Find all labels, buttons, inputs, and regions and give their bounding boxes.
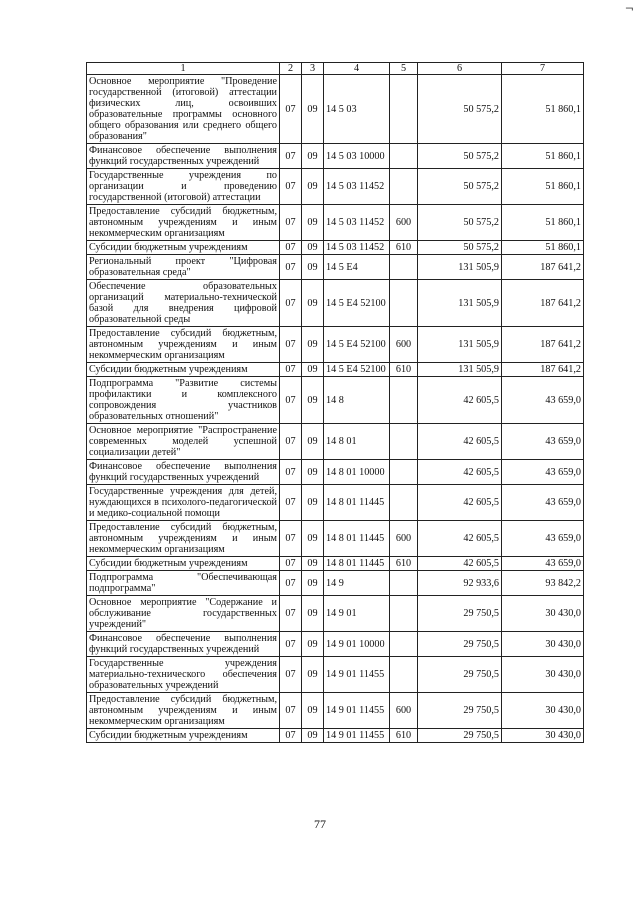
item-name: Подпрограмма "Развитие системы профилактики и комплексного сопровождения участников образовательных отношений" [87,377,280,424]
table-row [87,424,584,460]
table-body [87,75,584,743]
header-cell: 7 [502,63,584,75]
target-article-code: 14 5 E4 52100 [324,327,390,363]
item-name: Субсидии бюджетным учреждениям [87,729,280,743]
amount-year-2: 43 659,0 [502,521,584,557]
expense-type-code: 600 [390,693,418,729]
item-name: Финансовое обеспечение выполнения функций государственных учреждений [87,460,280,485]
amount-year-1: 42 605,5 [418,424,502,460]
amount-year-2: 43 659,0 [502,424,584,460]
section-code: 07 [280,377,302,424]
amount-year-2: 43 659,0 [502,460,584,485]
target-article-code: 14 8 01 10000 [324,460,390,485]
amount-year-2: 51 860,1 [502,241,584,255]
table-row [87,255,584,280]
section-code: 07 [280,485,302,521]
section-code: 07 [280,241,302,255]
table-row [87,596,584,632]
item-name: Предоставление субсидий бюджетным, автономным учреждениям и иным некоммерческим организациям [87,327,280,363]
section-code: 07 [280,632,302,657]
amount-year-2: 43 659,0 [502,485,584,521]
section-code: 07 [280,144,302,169]
table-row [87,75,584,144]
subsection-code: 09 [302,596,324,632]
expense-type-code: 610 [390,363,418,377]
target-article-code: 14 8 [324,377,390,424]
target-article-code: 14 5 03 [324,75,390,144]
subsection-code: 09 [302,729,324,743]
expense-type-code [390,596,418,632]
target-article-code: 14 5 E4 [324,255,390,280]
corner-mark: ¬ [624,2,634,15]
table-row [87,485,584,521]
amount-year-2: 43 659,0 [502,377,584,424]
item-name: Субсидии бюджетным учреждениям [87,557,280,571]
table-row [87,144,584,169]
subsection-code: 09 [302,377,324,424]
amount-year-1: 50 575,2 [418,205,502,241]
expense-type-code: 600 [390,205,418,241]
subsection-code: 09 [302,460,324,485]
item-name: Региональный проект "Цифровая образовательная среда" [87,255,280,280]
table-row [87,327,584,363]
subsection-code: 09 [302,571,324,596]
section-code: 07 [280,255,302,280]
amount-year-2: 51 860,1 [502,75,584,144]
amount-year-2: 30 430,0 [502,657,584,693]
amount-year-1: 92 933,6 [418,571,502,596]
expense-type-code [390,75,418,144]
amount-year-1: 29 750,5 [418,729,502,743]
section-code: 07 [280,460,302,485]
table-row [87,729,584,743]
section-code: 07 [280,657,302,693]
item-name: Государственные учреждения по организации и проведению государственной (итоговой) аттестации [87,169,280,205]
subsection-code: 09 [302,657,324,693]
item-name: Обеспечение образовательных организаций материально-технической базой для внедрения цифровой образовательной среды [87,280,280,327]
expense-type-code [390,377,418,424]
expense-type-code [390,632,418,657]
amount-year-2: 51 860,1 [502,169,584,205]
subsection-code: 09 [302,169,324,205]
target-article-code: 14 9 01 11455 [324,693,390,729]
amount-year-1: 42 605,5 [418,521,502,557]
expense-type-code [390,485,418,521]
page-number: 77 [314,817,326,831]
item-name: Предоставление субсидий бюджетным, автономным учреждениям и иным некоммерческим организациям [87,521,280,557]
amount-year-2: 51 860,1 [502,205,584,241]
amount-year-2: 30 430,0 [502,596,584,632]
amount-year-2: 30 430,0 [502,632,584,657]
expense-type-code [390,144,418,169]
item-name: Предоставление субсидий бюджетным, автономным учреждениям и иным некоммерческим организациям [87,205,280,241]
amount-year-2: 30 430,0 [502,729,584,743]
table-row [87,363,584,377]
target-article-code: 14 5 03 11452 [324,205,390,241]
table-row [87,169,584,205]
subsection-code: 09 [302,485,324,521]
target-article-code: 14 9 01 11455 [324,657,390,693]
amount-year-1: 42 605,5 [418,557,502,571]
table-row [87,460,584,485]
amount-year-1: 29 750,5 [418,596,502,632]
amount-year-1: 131 505,9 [418,255,502,280]
section-code: 07 [280,169,302,205]
target-article-code: 14 8 01 [324,424,390,460]
expense-type-code [390,255,418,280]
amount-year-1: 29 750,5 [418,693,502,729]
amount-year-2: 93 842,2 [502,571,584,596]
subsection-code: 09 [302,557,324,571]
header-cell: 3 [302,63,324,75]
section-code: 07 [280,424,302,460]
table-row [87,557,584,571]
section-code: 07 [280,571,302,596]
amount-year-1: 42 605,5 [418,460,502,485]
amount-year-1: 42 605,5 [418,485,502,521]
expense-type-code [390,657,418,693]
expense-type-code [390,424,418,460]
section-code: 07 [280,363,302,377]
table-row [87,632,584,657]
item-name: Основное мероприятие "Распространение современных моделей успешной социализации детей" [87,424,280,460]
target-article-code: 14 9 01 11455 [324,729,390,743]
table-header-row [87,63,584,75]
item-name: Субсидии бюджетным учреждениям [87,363,280,377]
expense-type-code [390,571,418,596]
section-code: 07 [280,596,302,632]
item-name: Предоставление субсидий бюджетным, автономным учреждениям и иным некоммерческим организациям [87,693,280,729]
target-article-code: 14 8 01 11445 [324,521,390,557]
target-article-code: 14 5 E4 52100 [324,363,390,377]
subsection-code: 09 [302,280,324,327]
item-name: Финансовое обеспечение выполнения функций государственных учреждений [87,144,280,169]
expense-type-code: 600 [390,327,418,363]
section-code: 07 [280,729,302,743]
table-row [87,377,584,424]
amount-year-2: 187 641,2 [502,255,584,280]
expense-type-code: 610 [390,241,418,255]
amount-year-1: 131 505,9 [418,363,502,377]
item-name: Государственные учреждения для детей, нуждающихся в психолого-педагогической и медико-социальной помощи [87,485,280,521]
subsection-code: 09 [302,521,324,557]
subsection-code: 09 [302,327,324,363]
subsection-code: 09 [302,363,324,377]
section-code: 07 [280,693,302,729]
expense-type-code: 610 [390,557,418,571]
section-code: 07 [280,557,302,571]
item-name: Государственные учреждения материально-технического обеспечения образовательных учреждений [87,657,280,693]
subsection-code: 09 [302,205,324,241]
table-row [87,205,584,241]
amount-year-2: 51 860,1 [502,144,584,169]
subsection-code: 09 [302,241,324,255]
header-cell: 5 [390,63,418,75]
amount-year-1: 131 505,9 [418,280,502,327]
amount-year-1: 50 575,2 [418,241,502,255]
table-row [87,280,584,327]
amount-year-2: 43 659,0 [502,557,584,571]
header-cell: 4 [324,63,390,75]
table-row [87,657,584,693]
section-code: 07 [280,521,302,557]
target-article-code: 14 8 01 11445 [324,557,390,571]
target-article-code: 14 5 03 11452 [324,169,390,205]
amount-year-1: 50 575,2 [418,75,502,144]
target-article-code: 14 9 01 10000 [324,632,390,657]
target-article-code: 14 5 03 11452 [324,241,390,255]
expense-type-code: 600 [390,521,418,557]
amount-year-2: 30 430,0 [502,693,584,729]
item-name: Основное мероприятие "Проведение государственной (итоговой) аттестации физических лиц, освоивших образовательные программы основного общего образования или среднего общего образования" [87,75,280,144]
subsection-code: 09 [302,632,324,657]
section-code: 07 [280,280,302,327]
target-article-code: 14 8 01 11445 [324,485,390,521]
expense-type-code [390,169,418,205]
item-name: Финансовое обеспечение выполнения функций государственных учреждений [87,632,280,657]
subsection-code: 09 [302,144,324,169]
subsection-code: 09 [302,424,324,460]
expense-type-code [390,460,418,485]
amount-year-1: 131 505,9 [418,327,502,363]
amount-year-2: 187 641,2 [502,280,584,327]
subsection-code: 09 [302,75,324,144]
subsection-code: 09 [302,255,324,280]
amount-year-1: 29 750,5 [418,632,502,657]
target-article-code: 14 9 [324,571,390,596]
table-row [87,521,584,557]
section-code: 07 [280,75,302,144]
table-row [87,571,584,596]
header-cell: 6 [418,63,502,75]
subsection-code: 09 [302,693,324,729]
amount-year-2: 187 641,2 [502,327,584,363]
item-name: Подпрограмма "Обеспечивающая подпрограмма" [87,571,280,596]
item-name: Основное мероприятие "Содержание и обслуживание государственных учреждений" [87,596,280,632]
section-code: 07 [280,327,302,363]
target-article-code: 14 5 03 10000 [324,144,390,169]
section-code: 07 [280,205,302,241]
amount-year-2: 187 641,2 [502,363,584,377]
item-name: Субсидии бюджетным учреждениям [87,241,280,255]
target-article-code: 14 9 01 [324,596,390,632]
table-row [87,241,584,255]
expense-type-code [390,280,418,327]
expense-type-code: 610 [390,729,418,743]
amount-year-1: 29 750,5 [418,657,502,693]
budget-table [86,62,584,743]
amount-year-1: 50 575,2 [418,169,502,205]
amount-year-1: 42 605,5 [418,377,502,424]
target-article-code: 14 5 E4 52100 [324,280,390,327]
amount-year-1: 50 575,2 [418,144,502,169]
header-cell: 2 [280,63,302,75]
header-cell: 1 [87,63,280,75]
table-row [87,693,584,729]
